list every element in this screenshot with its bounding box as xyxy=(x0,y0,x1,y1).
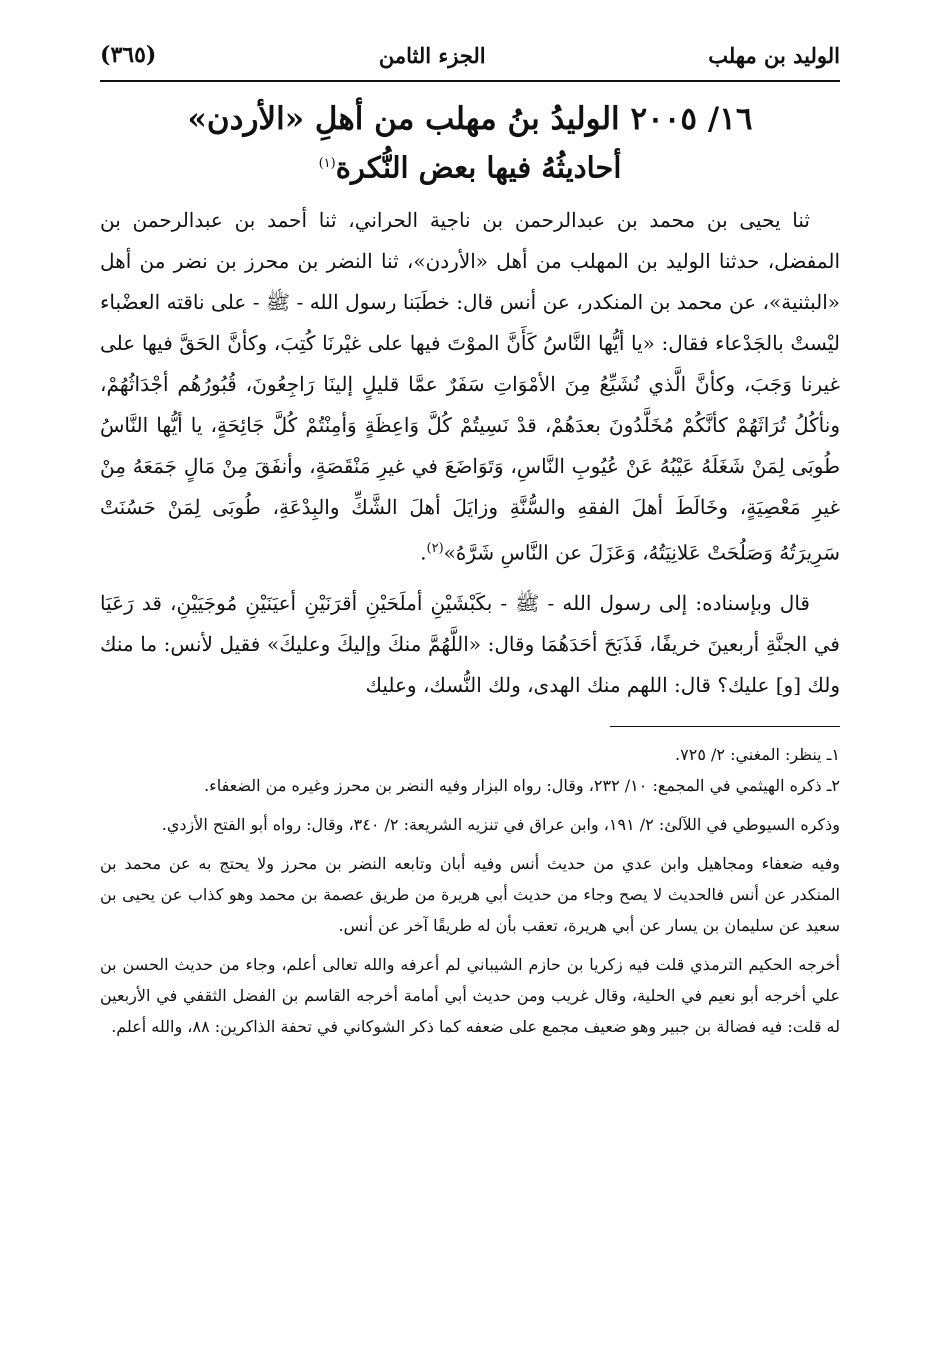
footnote-1: ١ـ ينظر: المغني: ٢/ ٧٢٥. xyxy=(675,745,840,765)
paragraph-1 xyxy=(100,200,840,574)
running-header xyxy=(100,38,840,72)
footnote-ref-2: (٢) xyxy=(426,540,444,556)
header-volume: الجزء الثامن xyxy=(378,42,486,68)
header-chapter-name: الوليد بن مهلب xyxy=(708,42,840,68)
header-divider xyxy=(100,80,840,82)
page-number: (٣٦٥) xyxy=(100,42,157,68)
paragraph-2: قال وبإسناده: إلى رسول الله - ﷺ - بكَبْشَيْنِ أملَحَيْنِ أقرَنَيْنِ أعيَنَيْنِ مُوجَيَيْنِ، قد رَعَيَا في الجنَّةِ أربعينَ خريفًا، فَذَبَحَ أحَدَهُمَا وقال: «اللَّهُمَّ منكَ وإليكَ وعليكَ» فقيل لأنس: ما منك ولك [و] عليك؟ قال: اللهم منك الهدى، ولك النُّسك، وعليك xyxy=(100,591,840,698)
entry-subtitle xyxy=(100,142,840,190)
footnote-divider xyxy=(610,726,840,727)
footnotes xyxy=(100,739,840,1042)
paragraph-1-text: ثنا يحيى بن محمد بن عبدالرحمن بن ناجية الحراني، ثنا أحمد بن عبدالرحمن بن المفضل، حدثنا الوليد بن المهلب من أهل «الأردن»، ثنا النضر بن محرز بن نضر من أهل «البثنية»، عن محمد بن المنكدر، عن أنس قال: خطَبَنا رسول الله - ﷺ - على ناقته العضْباء ليْستْ بالجَدْعاء فقال: «يا أيُّها النَّاسُ كَأَنَّ الموْتَ فيها على غيْرنَا كُتِبَ، وكأنَّ الحَقَّ فيها على غيرنا وَجَبَ، وكأنَّ الَّذي نُشَيِّعُ مِنَ الأمْوَاتِ سَفَرٌ عمَّا قليلٍ إلينَا رَاجِعُونَ، قُبُورُهُم أجْدَاثُهُمْ، ونأكُلُ تُرَاثَهُمْ كأنَّكُمْ مُخَلَّدُونَ بعدَهُمْ، قدْ نَسِيتُمْ كُلَّ وَاعِظَةٍ وَأمِنْتُمْ كُلَّ جَائِحَةٍ، يا أيُّها النَّاسُ طُوبَى لِمَنْ شَغَلَهُ عَيْبُهُ عَنْ عُيُوبِ النَّاسِ، وَتَوَاضَعَ في غيرِ مَنْقَصَةٍ، وأنفَقَ مِنْ مَالٍ جَمَعَهُ مِنْ غيرِ مَعْصِيَةٍ، وخَالَطَ أهلَ الفقهِ والسُّنَّةِ وزايَلَ أهلَ الشَّكِّ والبِدْعَةِ، طُوبَى لِمَنْ حَسُنَتْ سَرِيرَتُهُ وَصَلُحَتْ عَلانِيَتُهُ، وَعَزَلَ عن النَّاسِ شَرَّهُ» xyxy=(100,207,840,565)
paragraph-1-end: . xyxy=(420,540,427,565)
entry-title: ١٦/ ٢٠٠٥ الوليدُ بنُ مهلب من أهلِ «الأردن» xyxy=(187,101,753,137)
footnote-ref-1: (١) xyxy=(318,156,336,171)
footnote-2-para-4: أخرجه الحكيم الترمذي قلت فيه زكريا بن حازم الشيباني لم أعرفه والله تعالى أعلم، وجاء من حديث الحسن بن علي أخرجه أبو نعيم في الحلية، وقال غريب ومن حديث أبي أمامة أخرجه القاسم بن الفضل الثقفي في الأربعين له قلت: فيه فضالة بن جبير وهو ضعيف مجمع على ضعفه كما ذكر الشوكاني في تحفة الذاكرين: ٨٨، والله أعلم. xyxy=(100,955,840,1037)
footnote-2: ٢ـ ذكره الهيثمي في المجمع: ١٠/ ٢٣٢، وقال: رواه البزار وفيه النضر بن محرز وغيره من الضعفاء. xyxy=(204,776,840,796)
entry-subtitle-text: أحاديثُهُ فيها بعض النُّكرة xyxy=(335,150,622,185)
main-text xyxy=(100,200,840,707)
footnote-2-para-3: وفيه ضعفاء ومجاهيل وابن عدي من حديث أنس وفيه أبان وتابعه النضر بن محرز ولا يحتج به عن محمد بن المنكدر عن أنس فالحديث لا يصح وجاء من حديث أبي هريرة من طريق عصمة بن محمد وهو كذاب عن يحيى بن سعيد عن سليمان بن يسار عن أبي هريرة، تعقب بأن له طريقًا آخر عن أنس. xyxy=(100,854,840,936)
footnote-2-para-2: وذكره السيوطي في اللآلئ: ٢/ ١٩١، وابن عراق في تنزيه الشريعة: ٢/ ٣٤٠، وقال: رواه أبو الفتح الأزدي. xyxy=(161,815,840,835)
book-page xyxy=(100,38,840,1042)
